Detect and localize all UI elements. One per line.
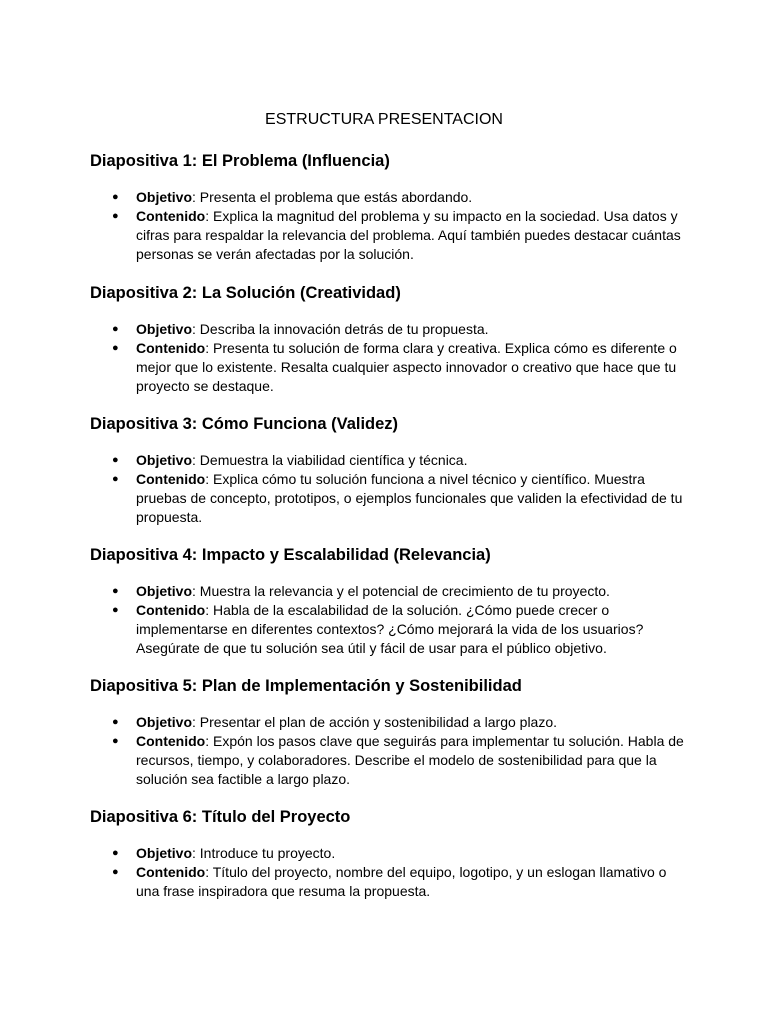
- section-slide-1: [90, 151, 690, 264]
- bullet-icon: ●: [112, 473, 119, 485]
- item-text: : Habla de la escalabilidad de la solución. ¿Cómo puede crecer o implementarse en diferentes contextos? ¿Cómo mejorará la vida de los usuarios? Asegúrate de que tu solución sea útil y fácil de usar para el público objetivo.: [136, 602, 644, 656]
- bullet-icon: ●: [112, 323, 119, 335]
- item-label: Contenido: [136, 340, 206, 356]
- section-slide-6: [90, 807, 690, 901]
- item-label: Objetivo: [136, 583, 193, 599]
- item-text: : Título del proyecto, nombre del equipo, logotipo, y un eslogan llamativo o una frase inspiradora que resuma la propuesta.: [136, 864, 667, 899]
- bullet-icon: ●: [112, 585, 119, 597]
- bullet-list: [90, 844, 690, 901]
- section-heading: Diapositiva 1: El Problema (Influencia): [90, 152, 390, 170]
- list-item: [90, 844, 690, 863]
- bullet-icon: ●: [112, 454, 119, 466]
- item-text: : Expón los pasos clave que seguirás para implementar tu solución. Habla de recursos, tiempo, y colaboradores. Describe el modelo de sostenibilidad para que la solución sea factible a largo plazo.: [136, 733, 684, 787]
- item-label: Contenido: [136, 864, 206, 880]
- section-heading: Diapositiva 2: La Solución (Creatividad): [90, 284, 401, 302]
- item-text: : Demuestra la viabilidad científica y técnica.: [192, 452, 468, 468]
- item-text: : Explica cómo tu solución funciona a nivel técnico y científico. Muestra pruebas de concepto, prototipos, o ejemplos funcionales que validen la efectividad de tu propuesta.: [136, 471, 683, 525]
- item-label: Contenido: [136, 471, 206, 487]
- document-title: ESTRUCTURA PRESENTACION: [265, 111, 503, 128]
- list-item: [90, 207, 690, 264]
- bullet-list: [90, 320, 690, 396]
- bullet-icon: ●: [112, 716, 119, 728]
- list-item: [90, 732, 690, 789]
- item-text: : Presentar el plan de acción y sostenibilidad a largo plazo.: [192, 714, 558, 730]
- item-text: : Explica la magnitud del problema y su impacto en la sociedad. Usa datos y cifras para respaldar la relevancia del problema. Aquí también puedes destacar cuántas personas se verán afectadas por la solución.: [136, 208, 681, 262]
- item-label: Contenido: [136, 602, 206, 618]
- list-item: [90, 188, 690, 207]
- list-item: [90, 582, 690, 601]
- bullet-icon: ●: [112, 604, 119, 616]
- bullet-list: [90, 582, 690, 658]
- item-text: : Presenta tu solución de forma clara y creativa. Explica cómo es diferente o mejor que lo existente. Resalta cualquier aspecto innovador o creativo que hace que tu proyecto se destaque.: [136, 340, 677, 394]
- list-item: [90, 451, 690, 470]
- list-item: [90, 339, 690, 396]
- section-heading: Diapositiva 3: Cómo Funciona (Validez): [90, 415, 399, 433]
- list-item: [90, 320, 690, 339]
- item-text: : Describa la innovación detrás de tu propuesta.: [192, 321, 489, 337]
- bullet-list: [90, 451, 690, 527]
- list-item: [90, 713, 690, 732]
- item-text: : Presenta el problema que estás abordando.: [192, 189, 473, 205]
- list-item: [90, 601, 690, 658]
- bullet-icon: ●: [112, 210, 119, 222]
- section-heading: Diapositiva 6: Título del Proyecto: [90, 808, 351, 826]
- bullet-icon: ●: [112, 735, 119, 747]
- bullet-list: [90, 713, 690, 789]
- bullet-icon: ●: [112, 847, 119, 859]
- list-item: [90, 863, 690, 901]
- item-text: : Muestra la relevancia y el potencial de crecimiento de tu proyecto.: [192, 583, 610, 599]
- item-label: Objetivo: [136, 189, 193, 205]
- section-slide-4: [90, 545, 690, 658]
- item-label: Objetivo: [136, 321, 193, 337]
- item-label: Objetivo: [136, 452, 193, 468]
- section-slide-5: [90, 676, 690, 789]
- section-slide-2: [90, 283, 690, 396]
- item-label: Contenido: [136, 733, 206, 749]
- list-item: [90, 470, 690, 527]
- section-slide-3: [90, 414, 690, 527]
- item-label: Objetivo: [136, 845, 193, 861]
- section-heading: Diapositiva 5: Plan de Implementación y Sostenibilidad: [90, 677, 522, 695]
- bullet-icon: ●: [112, 342, 119, 354]
- item-label: Contenido: [136, 208, 206, 224]
- bullet-icon: ●: [112, 191, 119, 203]
- item-text: : Introduce tu proyecto.: [192, 845, 336, 861]
- bullet-list: [90, 188, 690, 264]
- bullet-icon: ●: [112, 866, 119, 878]
- item-label: Objetivo: [136, 714, 193, 730]
- section-heading: Diapositiva 4: Impacto y Escalabilidad (Relevancia): [90, 546, 491, 564]
